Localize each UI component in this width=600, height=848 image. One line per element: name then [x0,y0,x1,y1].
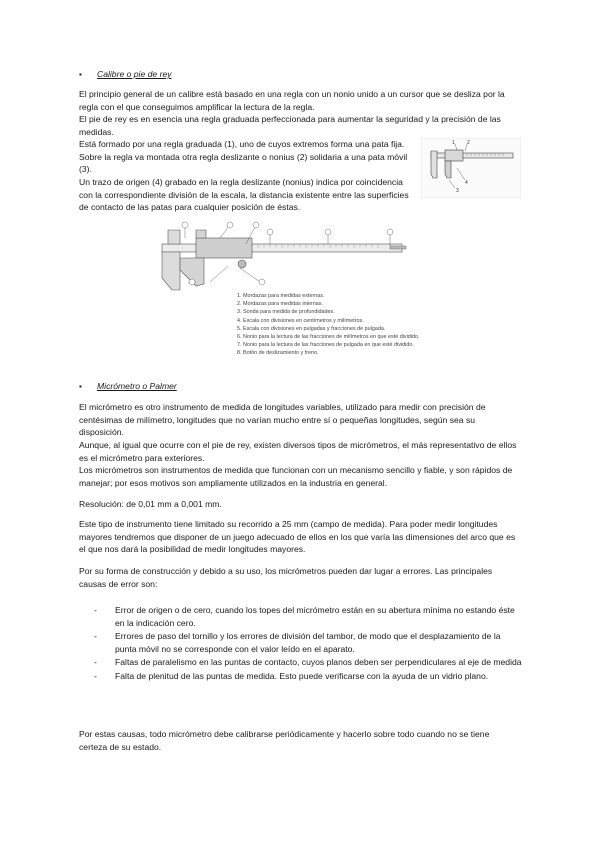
paragraph: Por su forma de construcción y debido a su uso, los micrómetros pueden dar lugar a errores. Las principales causas de error son: [79,566,493,589]
error-list [94,604,524,683]
legend-item: 8. Botón de deslizamiento y freno. [237,350,319,357]
closing-paragraph: Por estas causas, todo micrómetro debe calibrarse periódicamente y hacerlo sobre todo cuando no se tiene certeza de su estado. [79,729,490,752]
bullet-icon: ▪ [79,70,82,79]
list-item: - Falta de plenitud de las puntas de medida. Esto puede verificarse con la ayuda de un vidrio plano. [94,670,489,681]
paragraph: Los micrómetros son instrumentos de medida que funcionan con un mecanismo sencillo y fiable, y son rápidos de manejar; por esos motivos son ampliamente utilizados en la industria en general. [79,465,513,488]
paragraph: El pie de rey es en esencia una regla graduada perfeccionada para aumentar la seguridad y la precisión de las medidas. [79,114,501,137]
small-figure-label: 3 [456,188,459,194]
list-item: - Faltas de paralelismo en las puntas de contacto, cuyos planos deben ser perpendiculares al eje de medida [94,657,522,667]
paragraph: Está formado por una regla graduada (1), uno de cuyos extremos forma una pata fija. Sobre la regla va montada otra regla deslizante o nonius (2) solidaria a una pata móvil (3). [79,139,408,174]
heading-text: Calibre o pie de rey [97,69,172,79]
small-figure-label: 2 [467,140,470,146]
list-item: - Error de origen o de cero, cuando los topes del micrómetro están en su abertura mínima no estando éste en la indicación cero. [94,605,515,628]
legend-item: 2. Mordazas para medidas internas. [237,301,323,308]
legend-item: 4. Escala con divisiones en centímetros y milímetros. [237,317,364,324]
heading-text: Micrómetro o Palmer [97,381,177,391]
paragraph: Un trazo de origen (4) grabado en la regla deslizante (nonius) indica por coincidencia con la correspondiente división de la escala, la distancia existente entre las superficies de contacto de las patas para cualquier posición de éstas. [79,177,409,212]
legend-item: 6. Nonio para la lectura de las fracciones de milímetros en que esté dividido. [237,334,420,341]
caliper-figure [150,220,410,295]
section-heading-micrometro [79,380,177,393]
paragraph: El principio general de un calibre está basado en una regla con un nonio unido a un cursor que se desliza por la regla con el que conseguimos amplificar la lectura de la regla. [79,89,505,112]
legend-item: 1. Mordazas para medidas externas. [237,293,325,299]
small-caliper-figure [421,138,521,198]
paragraph: Resolución: de 0,01 mm a 0,001 mm. [79,499,222,509]
small-figure-label: 1 [452,140,455,146]
legend-item: 5. Escala con divisiones en pulgadas y fracciones de pulgada. [237,325,386,332]
bullet-icon: ▪ [79,382,82,391]
section-heading-calibre [79,68,172,81]
legend-item: 7. Nonio para la lectura de las fracciones de pulgada en que esté dividido. [237,342,414,349]
paragraph: El micrómetro es otro instrumento de medida de longitudes variables, utilizado para medir con precisión de centésimas de milímetro, longitudes que no varían mucho entre sí o pequeñas longitudes, según sea su disposición. [79,402,486,437]
list-item: - Errores de paso del tornillo y los errores de división del tambor, de modo que el desplazamiento de la punta móvil no se corresponde con el valor leído en el aparato. [94,631,501,654]
paragraph: Aunque, al igual que ocurre con el pie de rey, existen diversos tipos de micrómetros, el más representativo de ellos es el micrómetro para exteriores. [79,440,517,463]
small-figure-label: 4 [465,180,468,186]
paragraph: Este tipo de instrumento tiene limitado su recorrido a 25 mm (campo de medida). Para poder medir longitudes mayores tendremos que disponer de un juego adecuado de ellos en los que varía las dimensiones del arco que es el que nos dará la posibilidad de medir longitudes mayores. [79,519,516,554]
caliper-legend [237,292,419,358]
legend-item: 3. Sonda para medida de profundidades. [237,309,335,316]
